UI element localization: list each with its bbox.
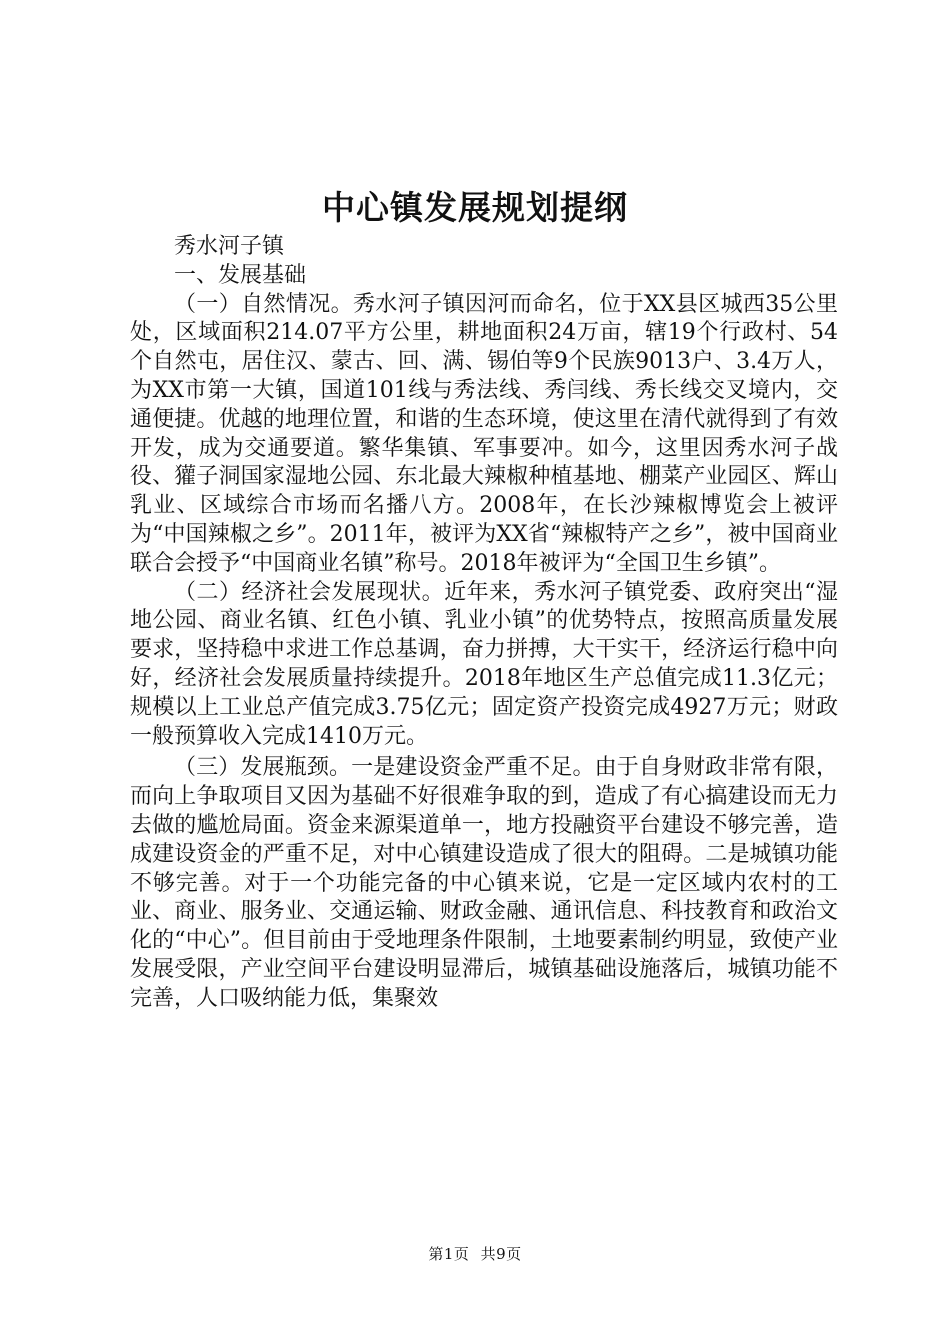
paragraph-natural-conditions: （一）自然情况。秀水河子镇因河而命名，位于XX县区城西35公里处，区域面积214.07平方公里，耕地面积24万亩，辖19个行政村、54个自然屯，居住汉、蒙古、回、满、锡伯等9个民族9013户、3.4万人，为XX市第一大镇，国道101线与秀法线、秀闫线、秀长线交叉境内，交通便捷。优越的地理位置，和谐的生态环境，使这里在清代就得到了有效开发，成为交通要道。繁华集镇、军事要冲。如今，这里因秀水河子战役、獾子洞国家湿地公园、东北最大辣椒种植基地、棚菜产业园区、辉山乳业、区域综合市场而名播八方。2008年，在长沙辣椒博览会上被评为“中国辣椒之乡”。2011年，被评为XX省“辣椒特产之乡”，被中国商业联合会授予“中国商业名镇”称号。2018年被评为“全国卫生乡镇”。 bbox=[130, 291, 838, 576]
page-total: 共9页 bbox=[480, 1245, 522, 1263]
document-body bbox=[130, 233, 838, 1014]
paragraph-section-heading: 一、发展基础 bbox=[174, 262, 307, 288]
paragraph-economic-status: （二）经济社会发展现状。近年来，秀水河子镇党委、政府突出“湿地公园、商业名镇、红色小镇、乳业小镇”的优势特点，按照高质量发展要求，坚持稳中求进工作总基调，奋力拼搏，大干实干，经济运行稳中向好，经济社会发展质量持续提升。2018年地区生产总值完成11.3亿元；规模以上工业总产值完成3.75亿元；固定资产投资完成4927万元；财政一般预算收入完成1410万元。 bbox=[130, 579, 838, 749]
page-number: 第1页 bbox=[428, 1245, 470, 1263]
page-footer bbox=[0, 1244, 950, 1264]
paragraph-development-bottleneck: （三）发展瓶颈。一是建设资金严重不足。由于自身财政非常有限，而向上争取项目又因为基础不好很难争取的到，造成了有心搞建设而无力去做的尴尬局面。资金来源渠道单一，地方投融资平台建设不够完善，造成建设资金的严重不足，对中心镇建设造成了很大的阻碍。二是城镇功能不够完善。对于一个功能完备的中心镇来说，它是一定区域内农村的工业、商业、服务业、交通运输、财政金融、通讯信息、科技教育和政治文化的“中心”。但目前由于受地理条件限制，土地要素制约明显，致使产业发展受限，产业空间平台建设明显滞后，城镇基础设施落后，城镇功能不完善，人口吸纳能力低，集聚效 bbox=[130, 755, 838, 1011]
document-title: 中心镇发展规划提纲 bbox=[322, 188, 628, 227]
paragraph-town-name: 秀水河子镇 bbox=[174, 234, 285, 259]
